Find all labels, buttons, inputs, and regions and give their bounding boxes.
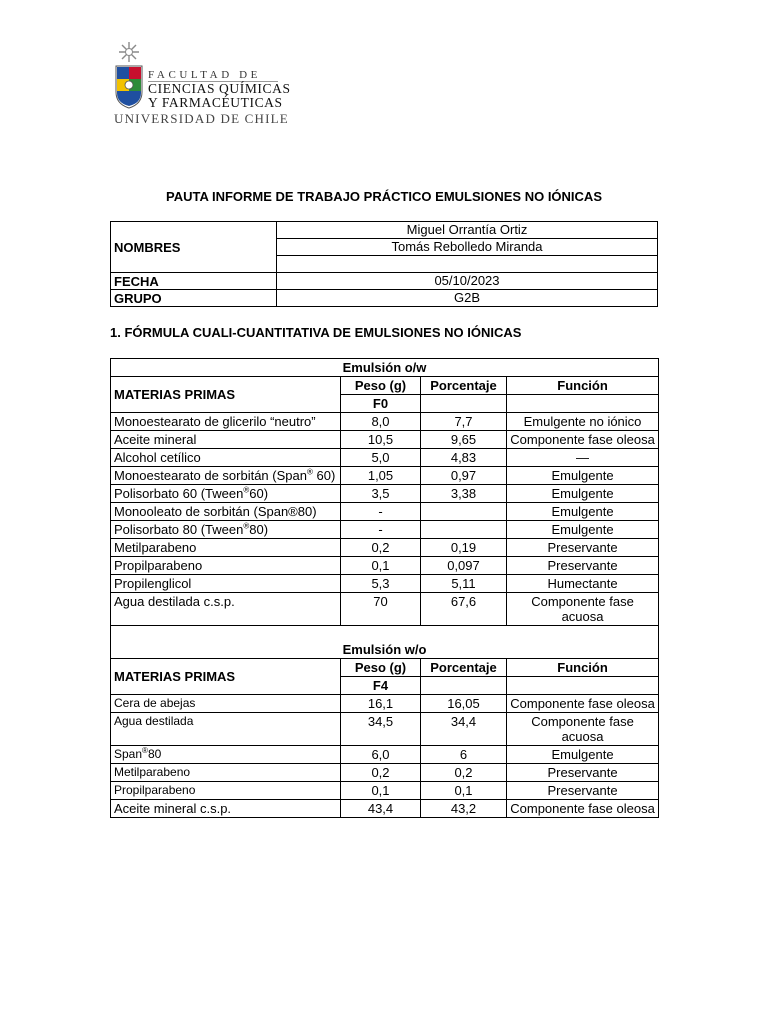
wo-row bbox=[111, 695, 659, 713]
registered-mark: ® bbox=[243, 521, 250, 531]
ow-row bbox=[111, 593, 659, 626]
funcion-value: Componente fase oleosa bbox=[507, 800, 659, 818]
ow-row bbox=[111, 575, 659, 593]
wo-formula-code: F4 bbox=[341, 677, 421, 695]
materia-prima-name: Aceite mineral bbox=[111, 431, 341, 449]
ow-col-materias: MATERIAS PRIMAS bbox=[111, 377, 341, 413]
porcentaje-value: 0,19 bbox=[421, 539, 507, 557]
funcion-value: Emulgente bbox=[507, 746, 659, 764]
porcentaje-value: 34,4 bbox=[421, 713, 507, 746]
grupo-label: GRUPO bbox=[111, 290, 277, 307]
materia-prima-name: Propilparabeno bbox=[111, 782, 341, 800]
funcion-value: Componente fase acuosa bbox=[507, 713, 659, 746]
ow-row bbox=[111, 539, 659, 557]
ow-title: Emulsión o/w bbox=[111, 359, 659, 377]
porcentaje-value bbox=[421, 521, 507, 539]
porcentaje-value: 4,83 bbox=[421, 449, 507, 467]
materia-prima-name-part: 60) bbox=[249, 486, 269, 501]
nombre-3 bbox=[277, 256, 658, 273]
materia-prima-name-part: Polisorbato 60 (Tween bbox=[114, 486, 244, 501]
peso-value: 70 bbox=[341, 593, 421, 626]
materia-prima-name: Agua destilada c.s.p. bbox=[111, 593, 341, 626]
student-info-table bbox=[110, 221, 658, 307]
peso-value: 5,3 bbox=[341, 575, 421, 593]
ow-row bbox=[111, 467, 659, 485]
document-title: PAUTA INFORME DE TRABAJO PRÁCTICO EMULSIONES NO IÓNICAS bbox=[166, 189, 602, 204]
funcion-value: Emulgente bbox=[507, 521, 659, 539]
porcentaje-value: 0,1 bbox=[421, 782, 507, 800]
registered-mark: ® bbox=[142, 746, 148, 755]
ow-row bbox=[111, 413, 659, 431]
ow-col-porcentaje: Porcentaje bbox=[421, 377, 507, 395]
funcion-value: Emulgente no iónico bbox=[507, 413, 659, 431]
wo-col-porcentaje: Porcentaje bbox=[421, 659, 507, 677]
peso-value: 0,1 bbox=[341, 782, 421, 800]
nombre-2: Tomás Rebolledo Miranda bbox=[277, 239, 658, 256]
materia-prima-name: Metilparabeno bbox=[111, 764, 341, 782]
porcentaje-value: 3,38 bbox=[421, 485, 507, 503]
materia-prima-name-part: 60) bbox=[312, 468, 336, 483]
funcion-value: Emulgente bbox=[507, 467, 659, 485]
logo-line-ciencias: CIENCIAS QUÍMICAS bbox=[148, 81, 291, 96]
grupo-value: G2B bbox=[277, 290, 658, 307]
materia-prima-name-part: Span bbox=[114, 747, 143, 761]
nombres-label: NOMBRES bbox=[111, 222, 277, 273]
peso-value: 0,2 bbox=[341, 539, 421, 557]
materia-prima-name bbox=[111, 485, 341, 503]
peso-value: 3,5 bbox=[341, 485, 421, 503]
materia-prima-name bbox=[111, 521, 341, 539]
funcion-value: Preservante bbox=[507, 557, 659, 575]
ow-formula-code: F0 bbox=[341, 395, 421, 413]
funcion-value: Emulgente bbox=[507, 485, 659, 503]
funcion-value: Emulgente bbox=[507, 503, 659, 521]
wo-col-materias: MATERIAS PRIMAS bbox=[111, 659, 341, 695]
funcion-value: Preservante bbox=[507, 782, 659, 800]
wo-row bbox=[111, 800, 659, 818]
registered-mark: ® bbox=[243, 485, 250, 495]
wo-row bbox=[111, 746, 659, 764]
materia-prima-name: Alcohol cetílico bbox=[111, 449, 341, 467]
porcentaje-value: 0,97 bbox=[421, 467, 507, 485]
porcentaje-value: 7,7 bbox=[421, 413, 507, 431]
fecha-value: 05/10/2023 bbox=[277, 273, 658, 290]
nombre-1: Miguel Orrantía Ortiz bbox=[277, 222, 658, 239]
university-crest-icon bbox=[112, 40, 148, 110]
porcentaje-value: 5,11 bbox=[421, 575, 507, 593]
peso-value: 0,2 bbox=[341, 764, 421, 782]
peso-value: 34,5 bbox=[341, 713, 421, 746]
peso-value: 6,0 bbox=[341, 746, 421, 764]
wo-row bbox=[111, 713, 659, 746]
ow-row bbox=[111, 485, 659, 503]
wo-col-peso: Peso (g) bbox=[341, 659, 421, 677]
ow-row bbox=[111, 503, 659, 521]
materia-prima-name: Agua destilada bbox=[111, 713, 341, 746]
peso-value: 1,05 bbox=[341, 467, 421, 485]
logo-line-universidad: UNIVERSIDAD DE CHILE bbox=[114, 111, 289, 126]
ow-row bbox=[111, 521, 659, 539]
peso-value: 8,0 bbox=[341, 413, 421, 431]
materia-prima-name: Metilparabeno bbox=[111, 539, 341, 557]
materia-prima-name-part: 80 bbox=[147, 747, 162, 761]
logo-line-farmaceuticas: Y FARMACÉUTICAS bbox=[148, 95, 283, 110]
ow-row bbox=[111, 557, 659, 575]
funcion-value: Humectante bbox=[507, 575, 659, 593]
fecha-label: FECHA bbox=[111, 273, 277, 290]
formula-table bbox=[110, 358, 659, 818]
materia-prima-name-part: 80) bbox=[249, 522, 269, 537]
funcion-value: — bbox=[507, 449, 659, 467]
materia-prima-name-part: Monoestearato de sorbitán (Span bbox=[114, 468, 307, 483]
porcentaje-value bbox=[421, 503, 507, 521]
materia-prima-name bbox=[111, 746, 341, 764]
funcion-value: Componente fase oleosa bbox=[507, 431, 659, 449]
ow-empty-cell bbox=[421, 395, 507, 413]
faculty-logo bbox=[112, 40, 291, 130]
porcentaje-value: 43,2 bbox=[421, 800, 507, 818]
materia-prima-name: Propilenglicol bbox=[111, 575, 341, 593]
registered-mark: ® bbox=[306, 467, 313, 477]
peso-value: 16,1 bbox=[341, 695, 421, 713]
materia-prima-name: Cera de abejas bbox=[111, 695, 341, 713]
funcion-value: Componente fase oleosa bbox=[507, 695, 659, 713]
ow-col-peso: Peso (g) bbox=[341, 377, 421, 395]
porcentaje-value: 6 bbox=[421, 746, 507, 764]
ow-row bbox=[111, 431, 659, 449]
peso-value: 5,0 bbox=[341, 449, 421, 467]
peso-value: 10,5 bbox=[341, 431, 421, 449]
materia-prima-name: Propilparabeno bbox=[111, 557, 341, 575]
peso-value: 43,4 bbox=[341, 800, 421, 818]
materia-prima-name-part: Polisorbato 80 (Tween bbox=[114, 522, 244, 537]
porcentaje-value: 9,65 bbox=[421, 431, 507, 449]
porcentaje-value: 16,05 bbox=[421, 695, 507, 713]
wo-row bbox=[111, 782, 659, 800]
porcentaje-value: 0,2 bbox=[421, 764, 507, 782]
peso-value: - bbox=[341, 503, 421, 521]
funcion-value: Preservante bbox=[507, 764, 659, 782]
wo-row bbox=[111, 764, 659, 782]
porcentaje-value: 0,097 bbox=[421, 557, 507, 575]
materia-prima-name: Monooleato de sorbitán (Span®80) bbox=[111, 503, 341, 521]
ow-row bbox=[111, 449, 659, 467]
materia-prima-name: Monoestearato de glicerilo “neutro” bbox=[111, 413, 341, 431]
funcion-value: Preservante bbox=[507, 539, 659, 557]
materia-prima-name: Aceite mineral c.s.p. bbox=[111, 800, 341, 818]
section-heading: 1. FÓRMULA CUALI-CUANTITATIVA DE EMULSIONES NO IÓNICAS bbox=[110, 325, 522, 340]
wo-title: Emulsión w/o bbox=[111, 626, 659, 659]
wo-empty-cell bbox=[507, 677, 659, 695]
wo-empty-cell bbox=[421, 677, 507, 695]
porcentaje-value: 67,6 bbox=[421, 593, 507, 626]
ow-col-funcion: Función bbox=[507, 377, 659, 395]
wo-col-funcion: Función bbox=[507, 659, 659, 677]
peso-value: - bbox=[341, 521, 421, 539]
peso-value: 0,1 bbox=[341, 557, 421, 575]
ow-empty-cell bbox=[507, 395, 659, 413]
funcion-value: Componente fase acuosa bbox=[507, 593, 659, 626]
materia-prima-name bbox=[111, 467, 341, 485]
logo-line-facultad: FACULTAD DE bbox=[148, 69, 261, 81]
